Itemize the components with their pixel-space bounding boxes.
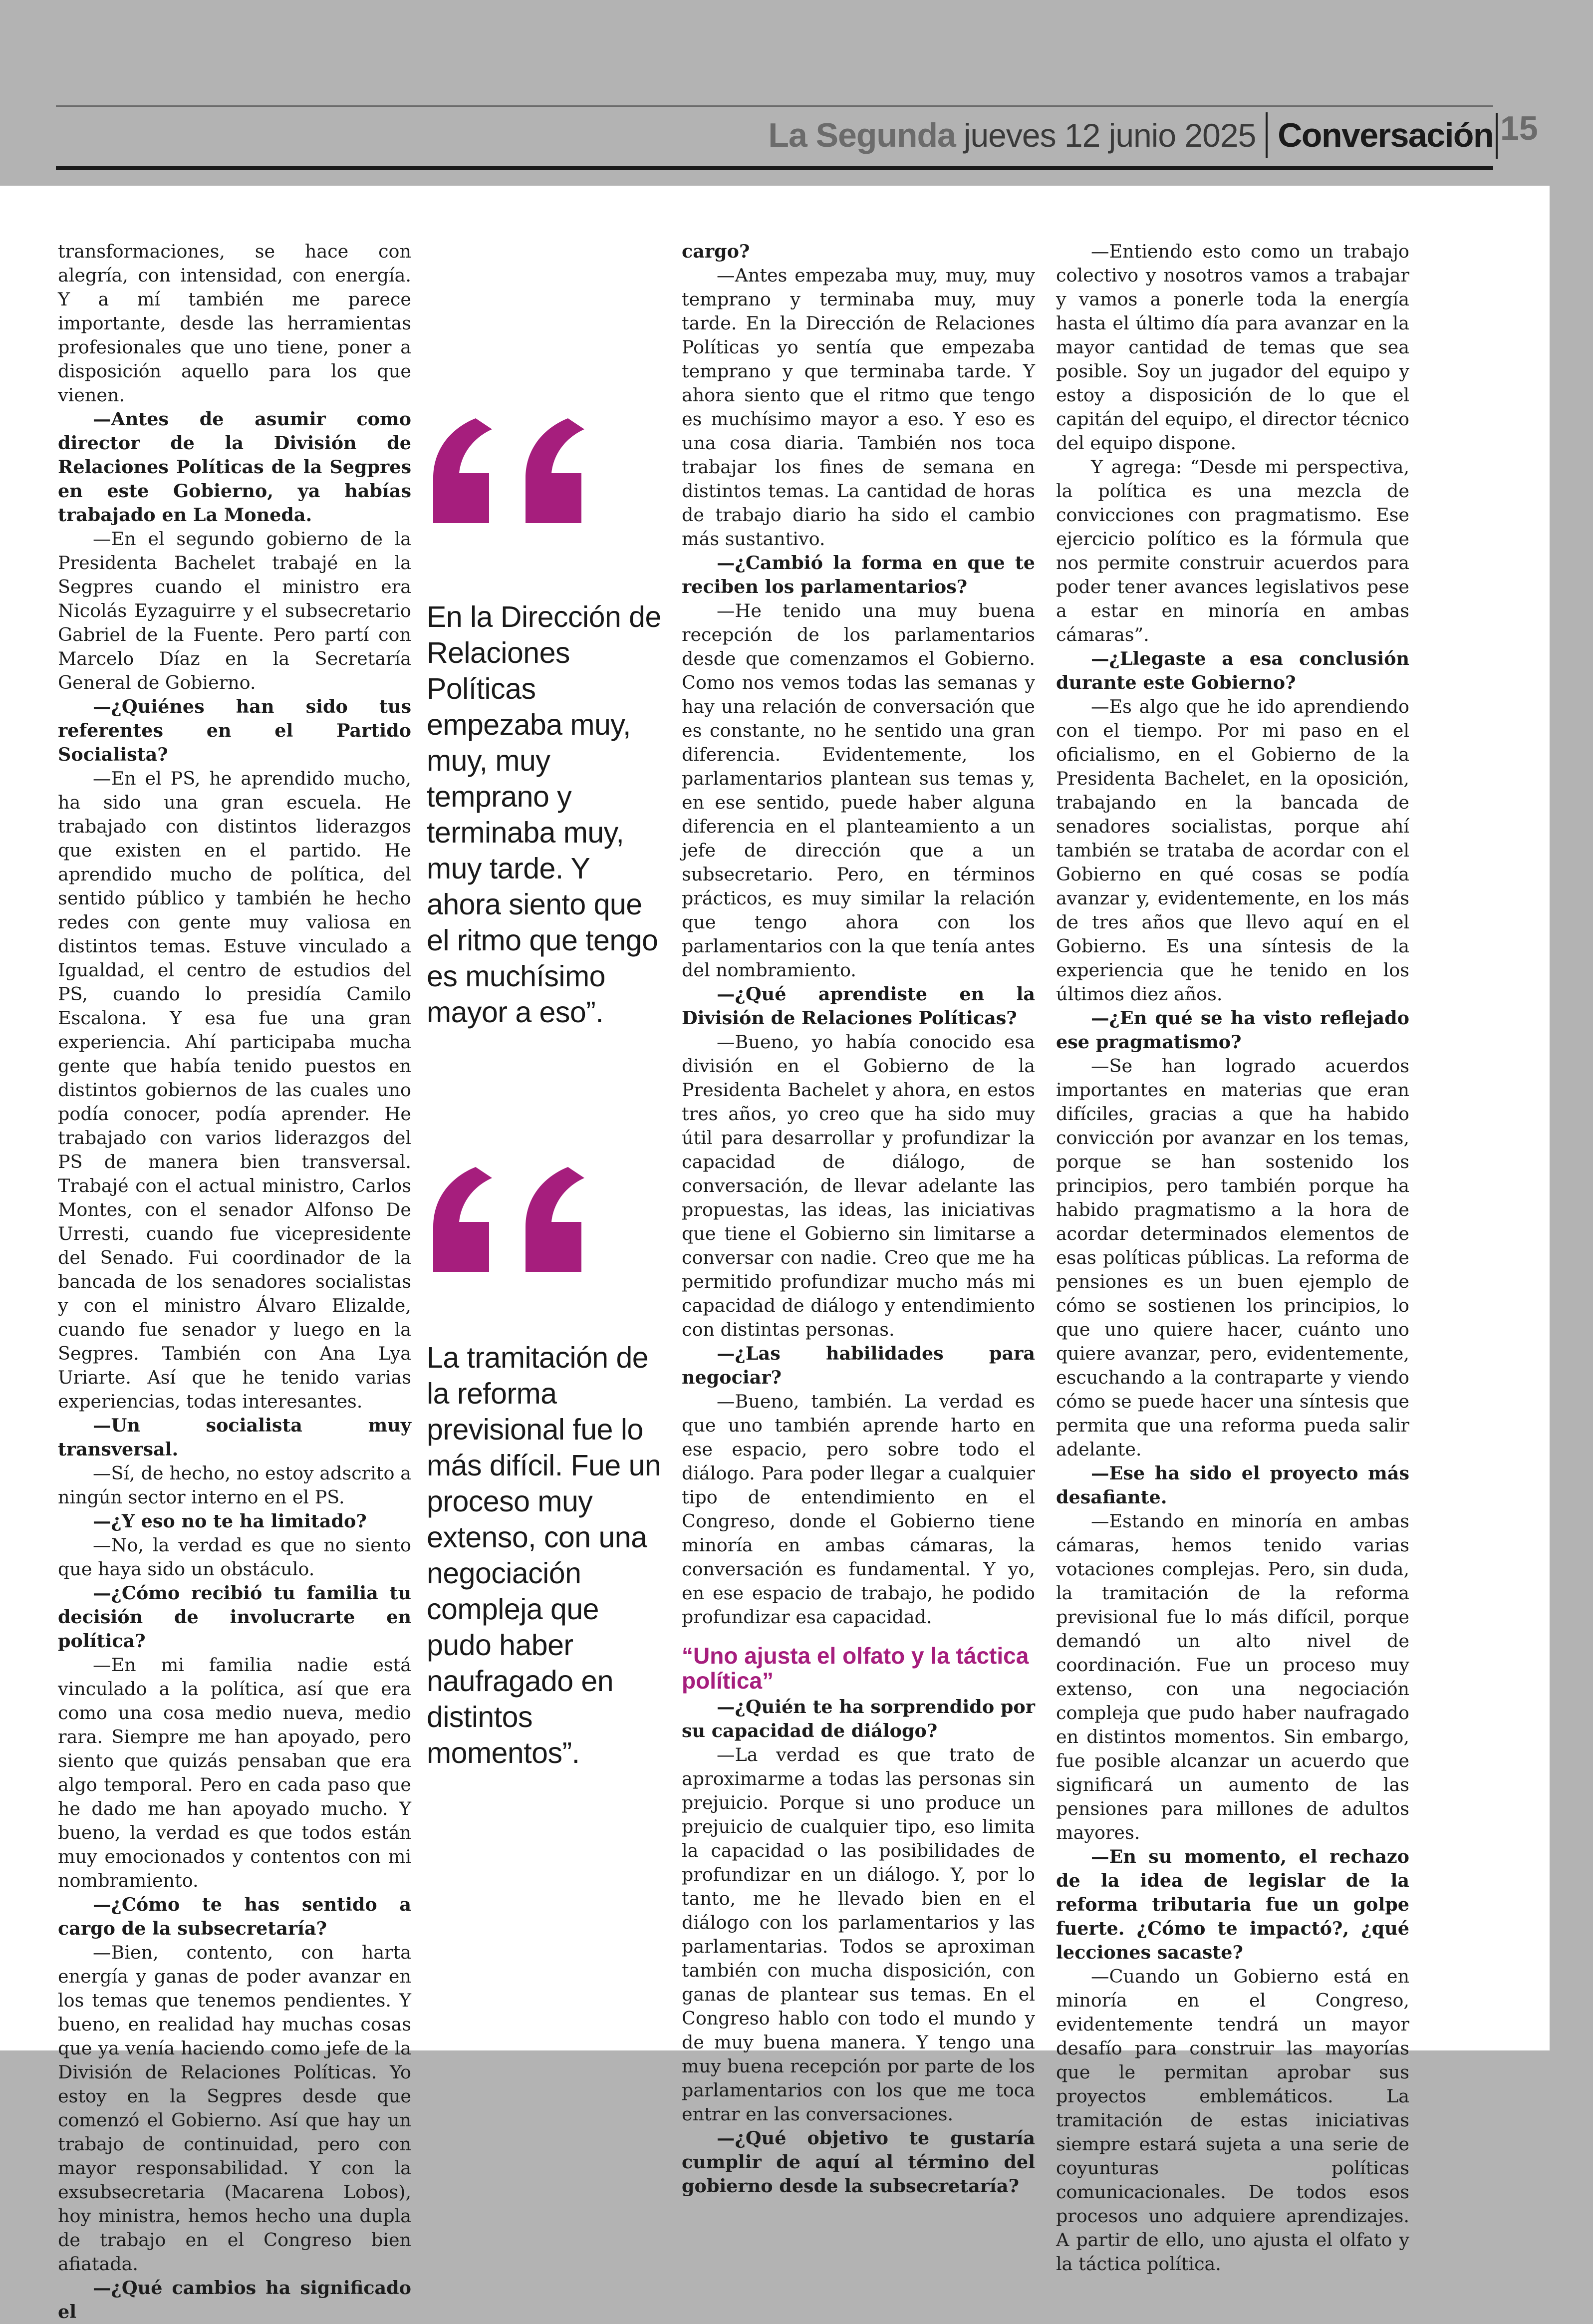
interview-answer: —Se han logrado acuerdos importantes en materias que eran difíciles, gracias a que ha habido convicción por avanzar en los temas, porque se han sostenido los principios, pero también porque ha habido pragmatismo a la hora de acordar determinados elementos de esas políticas públicas. La reforma de pensiones es un buen ejemplo de cómo se sostienen los principios, lo que uno quiere hacer, cuánto uno quiere avanzar, pero, evidentemente, escuchando a la contraparte y viendo cómo se puede hacer una síntesis que permita que una reforma pueda salir adelante.: [1056, 1055, 1409, 1460]
page-number-divider: [1496, 113, 1498, 159]
interview-question: —¿Qué objetivo te gustaría cumplir de aquí al término del gobierno desde la subsecretaría?: [682, 2127, 1035, 2197]
page-number: 15: [1500, 109, 1538, 147]
interview-question: —¿Cómo te has sentido a cargo de la subsecretaría?: [58, 1894, 411, 1939]
interview-answer: —En mi familia nadie está vinculado a la política, así que era como una cosa medio nueva, medio rara. Siempre me han apoyado, pero siento que quizás pensaban que era algo temporal. Pero en cada paso que he dado me han apoyado mucho. Y bueno, la verdad es que todos están muy emocionados y contentos con mi nombramiento.: [58, 1654, 411, 1891]
masthead: [768, 108, 1493, 163]
interview-question: —¿Qué cambios ha significado el: [58, 2277, 411, 2323]
interview-answer: —Cuando un Gobierno está en minoría en el Congreso, evidentemente tendrá un mayor desafío para construir las mayorías que le permitan aprobar sus proyectos emblemáticos. La tramitación de estas iniciativas siempre estará sujeta a una serie de coyunturas políticas comunicacionales. De todos esos procesos uno adquiere aprendizajes. A partir de ello, uno ajusta el olfato y la táctica política.: [1056, 1966, 1409, 2275]
opening-quote-mark-icon: [428, 418, 590, 523]
interview-answer: —Es algo que he ido aprendiendo con el tiempo. Por mi paso en el oficialismo, en el Gobierno de la Presidenta Bachelet, en la oposición, trabajando en la bancada de senadores socialistas, porque ahí también se trataba de acordar con el Gobierno en qué cosas se podía avanzar y, evidentemente, en los más de tres años que llevo aquí en el Gobierno. Es una síntesis de la experiencia que he tenido en los últimos diez años.: [1056, 696, 1409, 1005]
section-name: Conversación: [1278, 116, 1493, 154]
interview-question: cargo?: [682, 241, 750, 262]
header-rule-thin: [56, 105, 1493, 107]
interview-question: —¿En qué se ha visto reflejado ese pragmatismo?: [1056, 1007, 1409, 1053]
interview-question: —En su momento, el rechazo de la idea de legislar de la reforma tributaria fue un golpe fuerte. ¿Cómo te impactó?, ¿qué lecciones sacaste?: [1056, 1846, 1409, 1963]
interview-question: —Un socialista muy transversal.: [58, 1415, 411, 1460]
interview-question: —Antes de asumir como director de la División de Relaciones Políticas de la Segpres en este Gobierno, ya habías trabajado en La Moneda.: [58, 408, 411, 526]
interview-question: —¿Quiénes han sido tus referentes en el Partido Socialista?: [58, 696, 411, 765]
article-column-3: [1056, 240, 1409, 2276]
interview-question: —¿Cómo recibió tu familia tu decisión de involucrarte en política?: [58, 1582, 411, 1652]
issue-date: jueves 12 junio 2025: [963, 117, 1256, 154]
interview-answer: —Entiendo esto como un trabajo colectivo y nosotros vamos a trabajar y vamos a ponerle toda la energía hasta el último día para avanzar en la mayor cantidad de temas que sea posible. Soy un jugador del equipo y estoy a disposición de lo que el capitán del equipo, el director técnico del equipo dispone.: [1056, 241, 1409, 454]
pull-quote-1: En la Dirección de Relaciones Políticas empezaba muy, muy, muy temprano y terminaba muy, muy tarde. Y ahora siento que el ritmo que tengo es muchísimo mayor a eso”.: [427, 600, 661, 1029]
article-column-1: [58, 240, 411, 2324]
interview-question: —¿Y eso no te ha limitado?: [93, 1510, 367, 1532]
interview-answer: —La verdad es que trato de aproximarme a todas las personas sin prejuicio. Porque si uno produce un prejuicio de cualquier tipo, eso limita la capacidad o las posibilidades de profundizar en un diálogo. Y, por lo tanto, me he llevado bien en el diálogo con los parlamentarios y las parlamentarias. Todos se aproximan también con mucha disposición, con ganas de plantear sus temas. En el Congreso hablo con todo el mundo y de muy buena manera. Y tengo una muy buena recepción por parte de los parlamentarios con los que me toca entrar en las conversaciones.: [682, 1744, 1035, 2125]
interview-question: —¿Qué aprendiste en la División de Relaciones Políticas?: [682, 983, 1035, 1029]
pull-quote-2: La tramitación de la reforma previsional fue lo más difícil. Fue un proceso muy extenso, con una negociación compleja que pudo haber naufragado en distintos momentos”.: [427, 1341, 661, 1769]
interview-answer: —He tenido una muy buena recepción de los parlamentarios desde que comenzamos el Gobierno. Como nos vemos todas las semanas y hay una relación de conversación que es constante, no he sentido una gran diferencia. Evidentemente, los parlamentarios plantean sus temas y, en ese sentido, puede haber alguna diferencia en el planteamiento a un jefe de dirección que a un subsecretario. Pero, en términos prácticos, es muy similar la relación que tengo ahora con los parlamentarios con la que tenía antes del nombramiento.: [682, 600, 1035, 981]
header-rule-thick: [56, 166, 1493, 170]
interview-question: —¿Las habilidades para negociar?: [682, 1343, 1035, 1388]
article-column-2: [682, 240, 1035, 2198]
opening-quote-mark-icon: [428, 1167, 590, 1272]
interview-answer: —Bien, contento, con harta energía y ganas de poder avanzar en los temas que tenemos pendientes. Y bueno, en realidad hay muchas cosas que ya venía haciendo como jefe de la División de Relaciones Políticas. Yo estoy en la Segpres desde que comenzó el Gobierno. Así que hay un trabajo de continuidad, pero con mayor responsabilidad. Y con la exsubsecretaria (Macarena Lobos), hoy ministra, hemos hecho una dupla de trabajo en el Congreso bien afiatada.: [58, 1942, 411, 2275]
interview-answer: Y agrega: “Desde mi perspectiva, la política es una mezcla de convicciones con pragmatismo. Ese ejercicio político es la fórmula que nos permite construir acuerdos para poder tener avances legislativos pese a estar en minoría en ambas cámaras”.: [1056, 456, 1409, 645]
newspaper-name: La Segunda: [768, 116, 956, 154]
masthead-divider: [1266, 112, 1268, 158]
subheading: “Uno ajusta el olfato y la táctica política”: [682, 1643, 1029, 1694]
interview-answer: transformaciones, se hace con alegría, con intensidad, con energía. Y a mí también me parece importante, desde las herramientas profesionales que uno tiene, poner a disposición aquello para los que vienen.: [58, 241, 411, 406]
interview-answer: —No, la verdad es que no siento que haya sido un obstáculo.: [58, 1534, 411, 1580]
interview-answer: —Bueno, también. La verdad es que uno también aprende harto en ese espacio, pero sobre todo el diálogo. Para poder llegar a cualquier tipo de entendimiento en el Congreso, donde el Gobierno tiene minoría en ambas cámaras, la conversación es fundamental. Y yo, en ese espacio de trabajo, he podido profundizar esa capacidad.: [682, 1391, 1035, 1628]
interview-question: —¿Llegaste a esa conclusión durante este Gobierno?: [1056, 648, 1409, 693]
interview-answer: —Sí, de hecho, no estoy adscrito a ningún sector interno en el PS.: [58, 1462, 411, 1508]
interview-answer: —Estando en minoría en ambas cámaras, hemos tenido varias votaciones complejas. Pero, sin duda, la tramitación de la reforma previsional fue lo más difícil, porque demandó un alto nivel de coordinación. Fue un proceso muy extenso, con una negociación compleja que pudo haber naufragado en distintos momentos. Sin embargo, fue posible alcanzar un acuerdo que significará un aumento de las pensiones para millones de adultos mayores.: [1056, 1510, 1409, 1843]
interview-question: —¿Cambió la forma en que te reciben los parlamentarios?: [682, 552, 1035, 597]
interview-question: —¿Quién te ha sorprendido por su capacidad de diálogo?: [682, 1696, 1035, 1742]
interview-answer: —En el PS, he aprendido mucho, ha sido una gran escuela. He trabajado con distintos liderazgos que existen en el partido. He aprendido mucho de política, del sentido público y también he hecho redes con gente muy valiosa en distintos temas. Estuve vinculado a Igualdad, el centro de estudios del PS, cuando lo presidía Camilo Escalona. Y esa fue una gran experiencia. Ahí participaba mucha gente que había tenido puestos en distintos gobiernos de las cuales uno podía conocer, podía aprender. He trabajado con varios liderazgos del PS de manera bien transversal. Trabajé con el actual ministro, Carlos Montes, con el senador Alfonso De Urresti, cuando fue vicepresidente del Senado. Fui coordinador de la bancada de los senadores socialistas y con el ministro Álvaro Elizalde, cuando fue senador y luego en la Segpres. También con Ana Lya Uriarte. Así que he tenido varias experiencias, todas interesantes.: [58, 768, 411, 1412]
interview-answer: —Antes empezaba muy, muy, muy temprano y terminaba muy, muy tarde. En la Dirección de Relaciones Políticas yo sentía que empezaba temprano y que terminaba tarde. Y ahora siento que el ritmo que tengo es muchísimo mayor a eso. Y eso es una cosa diaria. También nos toca trabajar los fines de semana en distintos temas. La cantidad de horas de trabajo diario ha sido el cambio más sustantivo.: [682, 265, 1035, 550]
interview-answer: —Bueno, yo había conocido esa división en el Gobierno de la Presidenta Bachelet y ahora, en estos tres años, yo creo que ha sido muy útil para desarrollar y profundizar la capacidad de diálogo, de conversación, de llevar adelante las propuestas, las ideas, las iniciativas que tiene el Gobierno sin limitarse a conversar con nadie. Creo que me ha permitido profundizar mucho más mi capacidad de diálogo y entendimiento con distintas personas.: [682, 1031, 1035, 1340]
interview-answer: —En el segundo gobierno de la Presidenta Bachelet trabajé en la Segpres cuando el ministro era Nicolás Eyzaguirre y el subsecretario Gabriel de la Fuente. Pero partí con Marcelo Díaz en la Secretaría General de Gobierno.: [58, 528, 411, 693]
interview-question: —Ese ha sido el proyecto más desafiante.: [1056, 1462, 1409, 1508]
